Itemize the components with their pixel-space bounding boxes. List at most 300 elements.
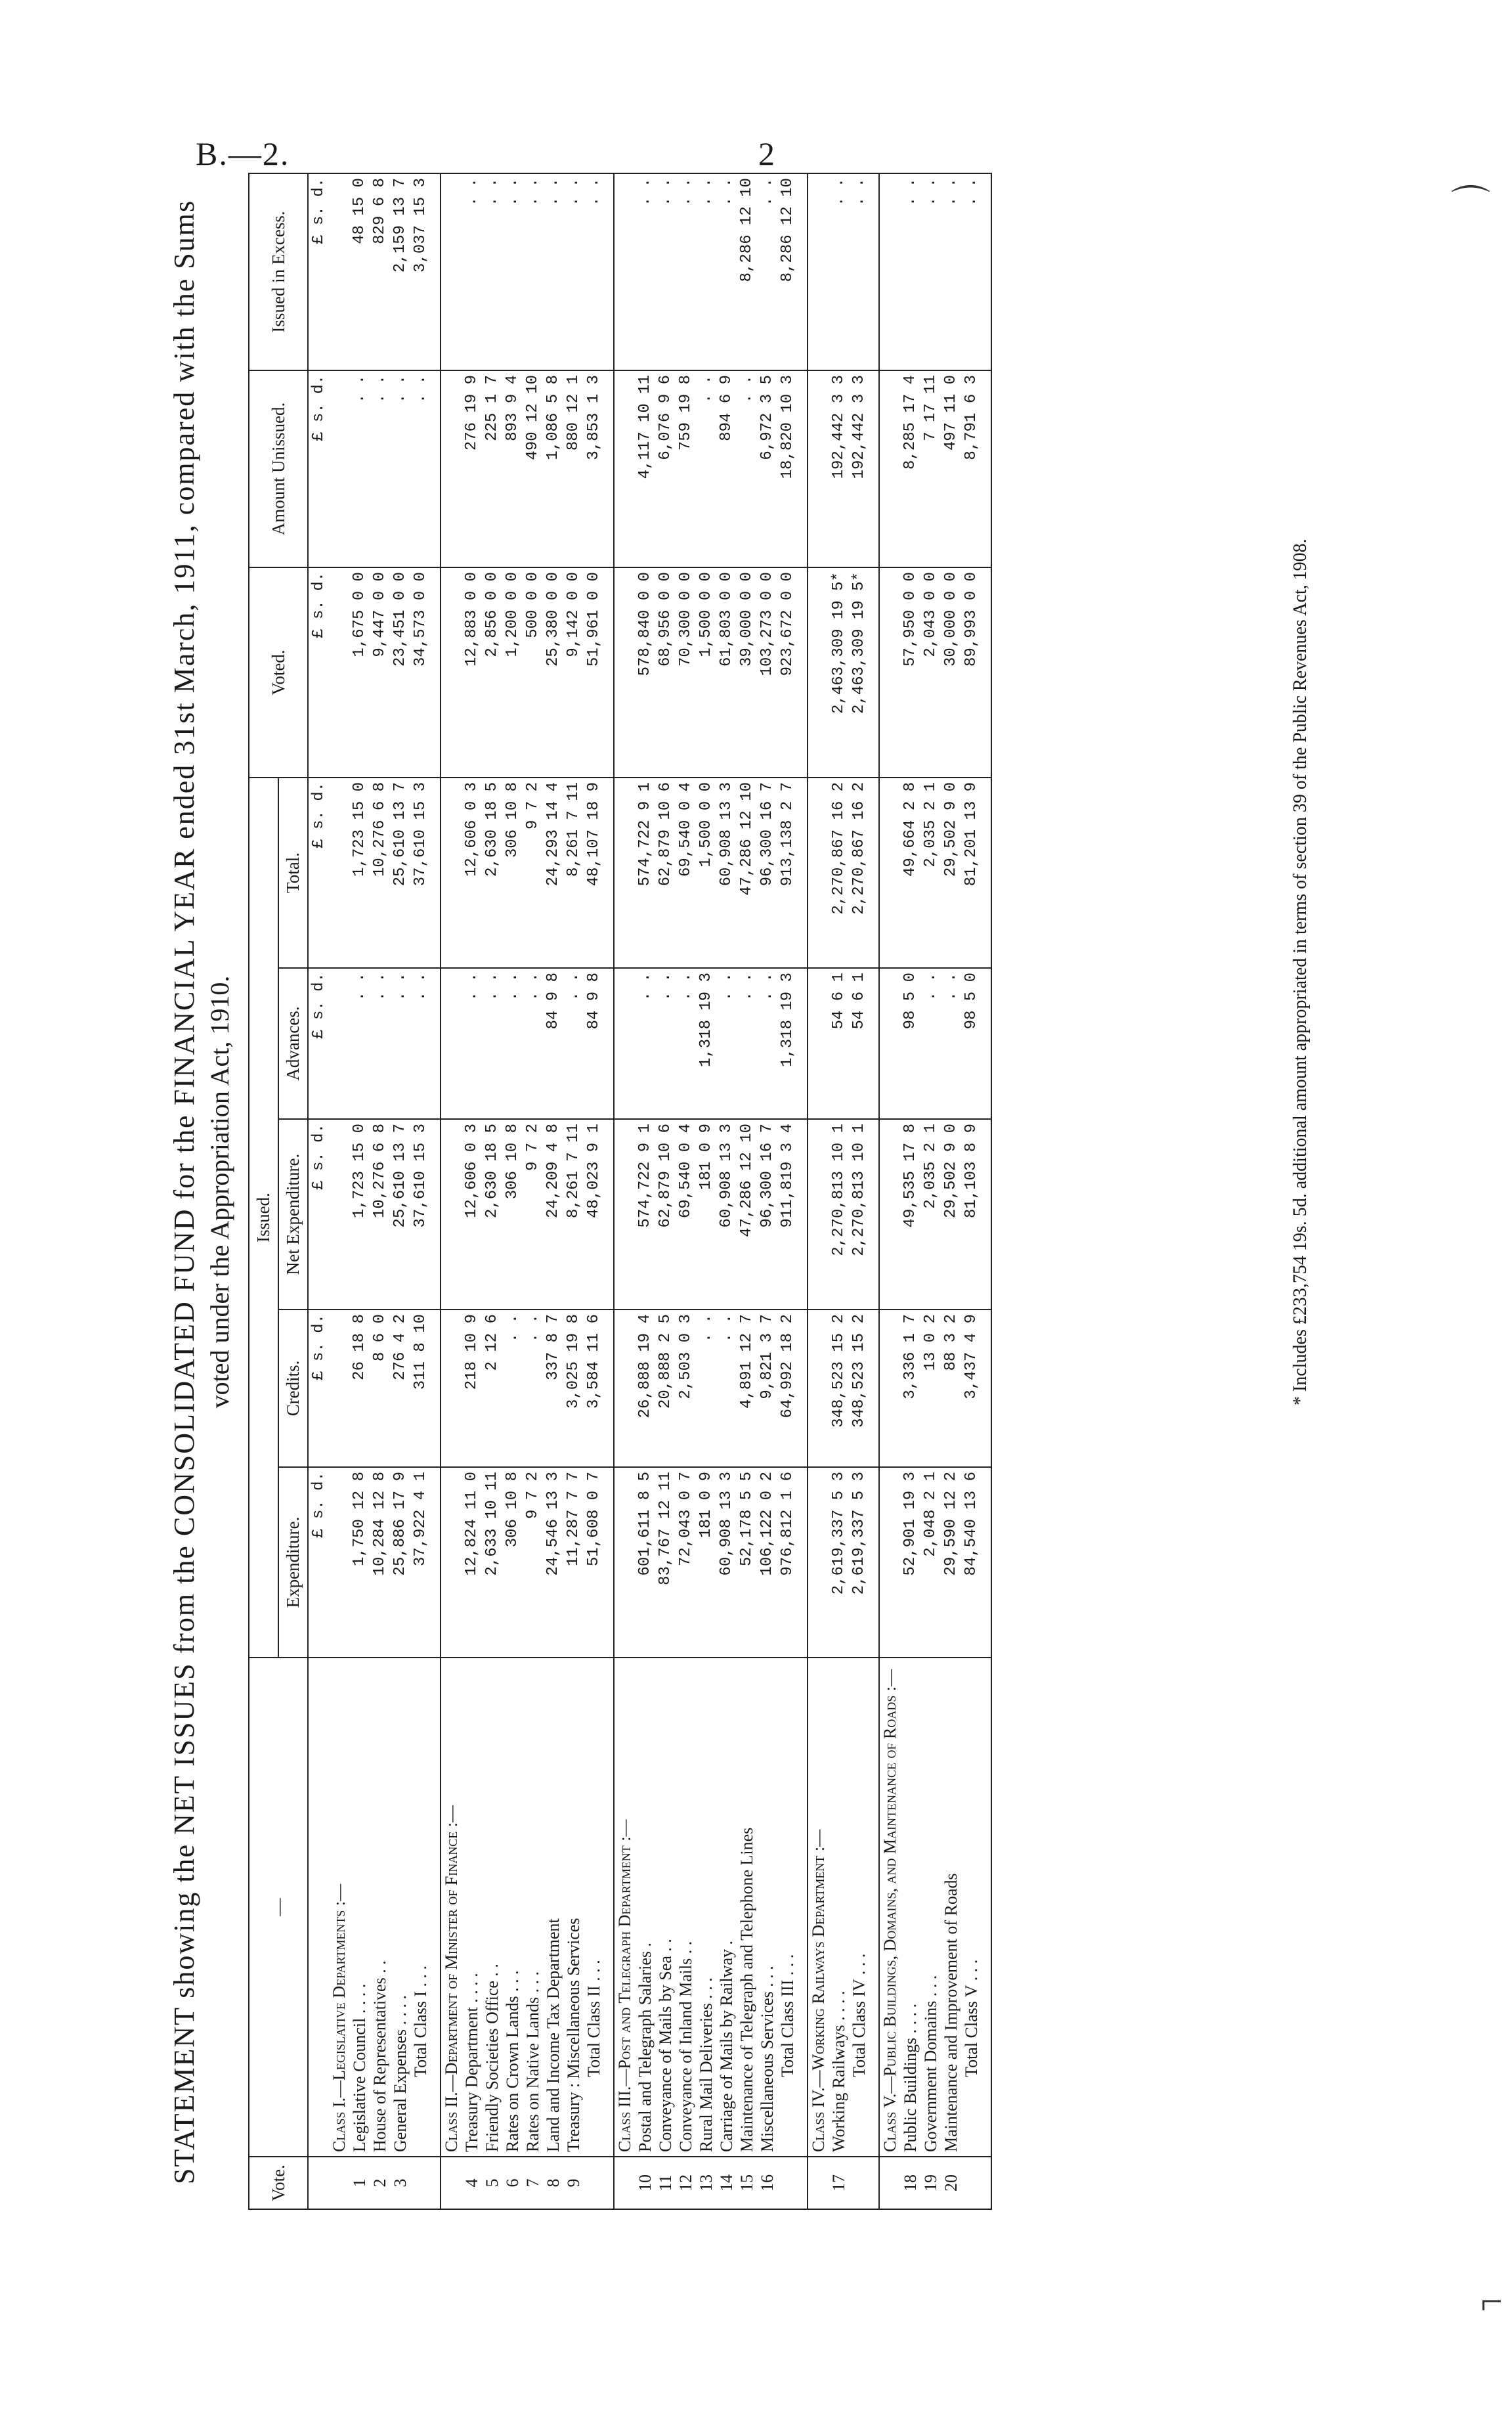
expenditure-lsd-label: £ s. d.: [308, 1467, 329, 1658]
vote-number: 16: [757, 2157, 777, 2209]
net-expenditure-cell: [879, 1119, 900, 1309]
class-heading-row: [808, 173, 829, 2209]
advances-header: Advances.: [278, 968, 308, 1119]
vote-description: Treasury : Miscellaneous Services: [563, 1658, 584, 2157]
advances-cell: 84 9 8: [543, 968, 563, 1119]
issued-in-excess-cell: . .: [543, 173, 563, 370]
issued-in-excess-cell: [614, 173, 635, 370]
advances-cell: . .: [563, 968, 584, 1119]
expenditure-cell: 84,540 13 6: [961, 1467, 991, 1658]
credits-cell: 3,437 4 9: [961, 1309, 991, 1467]
amount-unissued-header: Amount Unissued.: [249, 370, 308, 567]
class-heading-row: [329, 173, 349, 2209]
total-label: Total Class V . . .: [961, 1658, 991, 2157]
vote-number: 9: [563, 2157, 584, 2209]
voted-cell: 61,803 0 0: [716, 567, 737, 778]
credits-cell: 3,336 1 7: [900, 1309, 920, 1467]
credits-cell: 2,503 0 3: [676, 1309, 696, 1467]
net-expenditure-cell: [329, 1119, 349, 1309]
expenditure-cell: 51,608 0 7: [584, 1467, 614, 1658]
table-row: [543, 173, 563, 2209]
issued-in-excess-cell: . .: [757, 173, 777, 370]
table-row: [370, 173, 390, 2209]
class-heading: Class I.—Legislative Departments :—: [329, 1658, 349, 2157]
expenditure-cell: 12,824 11 0: [462, 1467, 482, 1658]
advances-cell: 1,318 19 3: [696, 968, 716, 1119]
statement-body: [308, 173, 991, 2209]
amount-unissued-cell: 225 1 7: [482, 370, 502, 567]
voted-cell: 2,856 0 0: [482, 567, 502, 778]
table-row: [655, 173, 676, 2209]
total-cell: [614, 778, 635, 968]
issued-in-excess-cell: . .: [502, 173, 523, 370]
advances-cell: . .: [502, 968, 523, 1119]
lsd-label-row: [308, 173, 329, 2209]
amount-unissued-cell: [441, 370, 462, 567]
net-expenditure-cell: 306 10 8: [502, 1119, 523, 1309]
net-expenditure-cell: 9 7 2: [523, 1119, 543, 1309]
issued-in-excess-cell: . .: [584, 173, 614, 370]
vote-number: [849, 2157, 879, 2209]
issued-in-excess-cell: . .: [676, 173, 696, 370]
table-row: [696, 173, 716, 2209]
credits-cell: 20,888 2 5: [655, 1309, 676, 1467]
advances-cell: 54 6 1: [829, 968, 849, 1119]
issued-in-excess-cell: [441, 173, 462, 370]
net-expenditure-cell: 2,270,813 10 1: [829, 1119, 849, 1309]
vote-number: 19: [920, 2157, 941, 2209]
expenditure-cell: 181 0 9: [696, 1467, 716, 1658]
footnote: * Includes £233,754 19s. 5d. additional amount appropriated in terms of section 39 of the Public Revenues Act, 1908.: [1290, 539, 1310, 1405]
advances-cell: 54 6 1: [849, 968, 879, 1119]
class-heading: Class V.—Public Buildings, Domains, and Maintenance of Roads :—: [879, 1658, 900, 2157]
table-row: [482, 173, 502, 2209]
total-cell: 9 7 2: [523, 778, 543, 968]
page-number: 2: [758, 135, 775, 172]
expenditure-cell: 106,122 0 2: [757, 1467, 777, 1658]
voted-cell: 34,573 0 0: [410, 567, 441, 778]
net-expenditure-cell: 12,606 0 3: [462, 1119, 482, 1309]
advances-cell: . .: [482, 968, 502, 1119]
vote-number: 6: [502, 2157, 523, 2209]
expenditure-cell: 2,048 2 1: [920, 1467, 941, 1658]
credits-cell: 9,821 3 7: [757, 1309, 777, 1467]
vote-header: Vote.: [249, 2157, 308, 2209]
advances-cell: . .: [635, 968, 655, 1119]
total-cell: [441, 778, 462, 968]
credits-cell: 88 3 2: [941, 1309, 961, 1467]
amount-unissued-cell: 880 12 1: [563, 370, 584, 567]
advances-cell: [441, 968, 462, 1119]
total-cell: 1,500 0 0: [696, 778, 716, 968]
vote-number: [961, 2157, 991, 2209]
vote-number: 10: [635, 2157, 655, 2209]
expenditure-cell: 2,619,337 5 3: [849, 1467, 879, 1658]
expenditure-cell: 2,633 10 11: [482, 1467, 502, 1658]
credits-cell: 26,888 19 4: [635, 1309, 655, 1467]
voted-cell: 9,142 0 0: [563, 567, 584, 778]
credits-cell: [614, 1309, 635, 1467]
vote-description: Rural Mail Deliveries . . .: [696, 1658, 716, 2157]
rotated-statement: [167, 174, 1402, 2210]
net-expenditure-header: Net Expenditure.: [278, 1119, 308, 1309]
total-cell: [808, 778, 829, 968]
total-label: Total Class I . . .: [410, 1658, 441, 2157]
voted-cell: [808, 567, 829, 778]
total-cell: 49,664 2 8: [900, 778, 920, 968]
voted-cell: 500 0 0: [523, 567, 543, 778]
credits-cell: . .: [523, 1309, 543, 1467]
expenditure-cell: 9 7 2: [523, 1467, 543, 1658]
vote-description: Maintenance of Telegraph and Telephone Lines: [737, 1658, 757, 2157]
vote-description: Working Railways . . . .: [829, 1658, 849, 2157]
expenditure-cell: 2,619,337 5 3: [829, 1467, 849, 1658]
credits-cell: 64,992 18 2: [777, 1309, 808, 1467]
vote-description: Friendly Societies Office . .: [482, 1658, 502, 2157]
voted-cell: 2,463,309 19 5*: [849, 567, 879, 778]
voted-lsd-label: £ s. d.: [308, 567, 329, 778]
table-row: [900, 173, 920, 2209]
total-cell: 81,201 13 9: [961, 778, 991, 968]
advances-cell: . .: [523, 968, 543, 1119]
advances-cell: 84 9 8: [584, 968, 614, 1119]
net-expenditure-cell: 81,103 8 9: [961, 1119, 991, 1309]
vote-description: Rates on Native Lands . . .: [523, 1658, 543, 2157]
expenditure-cell: [329, 1467, 349, 1658]
amount-unissued-cell: 497 11 0: [941, 370, 961, 567]
advances-cell: [808, 968, 829, 1119]
voted-cell: [614, 567, 635, 778]
total-header: Total.: [278, 778, 308, 968]
credits-cell: 3,025 19 8: [563, 1309, 584, 1467]
expenditure-cell: 29,590 12 2: [941, 1467, 961, 1658]
net-expenditure-cell: 69,540 0 4: [676, 1119, 696, 1309]
issued-in-excess-cell: . .: [941, 173, 961, 370]
vote-number: 13: [696, 2157, 716, 2209]
issued-in-excess-header: Issued in Excess.: [249, 173, 308, 370]
table-row: [523, 173, 543, 2209]
vote-description: Carriage of Mails by Railway .: [716, 1658, 737, 2157]
total-cell: 2,270,867 16 2: [849, 778, 879, 968]
vote-number: 11: [655, 2157, 676, 2209]
advances-cell: . .: [676, 968, 696, 1119]
vote-number: 17: [829, 2157, 849, 2209]
issued-in-excess-cell: . .: [523, 173, 543, 370]
issued-in-excess-cell: . .: [563, 173, 584, 370]
total-cell: 913,138 2 7: [777, 778, 808, 968]
credits-cell: 4,891 12 7: [737, 1309, 757, 1467]
advances-cell: . .: [920, 968, 941, 1119]
statement-table: [248, 173, 992, 2210]
class-heading-row: [441, 173, 462, 2209]
credits-cell: [808, 1309, 829, 1467]
advances-cell: [329, 968, 349, 1119]
net-expenditure-cell: 181 0 9: [696, 1119, 716, 1309]
class-heading-row: [879, 173, 900, 2209]
amount-unissued-cell: 6,076 9 6: [655, 370, 676, 567]
credits-cell: 348,523 15 2: [849, 1309, 879, 1467]
advances-cell: . .: [349, 968, 370, 1119]
table-row: [829, 173, 849, 2209]
credits-cell: [441, 1309, 462, 1467]
advances-cell: . .: [370, 968, 390, 1119]
amount-unissued-cell: . .: [696, 370, 716, 567]
advances-cell: . .: [390, 968, 410, 1119]
table-row: [941, 173, 961, 2209]
total-label: Total Class IV . . .: [849, 1658, 879, 2157]
expenditure-cell: 10,284 12 8: [370, 1467, 390, 1658]
net-expenditure-cell: 37,610 15 3: [410, 1119, 441, 1309]
total-row: [849, 173, 879, 2209]
net-expenditure-cell: [808, 1119, 829, 1309]
issued-in-excess-cell: . .: [900, 173, 920, 370]
advances-cell: . .: [941, 968, 961, 1119]
advances-cell: 1,318 19 3: [777, 968, 808, 1119]
expenditure-cell: 52,178 5 5: [737, 1467, 757, 1658]
credits-cell: 3,584 11 6: [584, 1309, 614, 1467]
voted-cell: 2,043 0 0: [920, 567, 941, 778]
issued-in-excess-cell: . .: [635, 173, 655, 370]
net-expenditure-cell: 48,023 9 1: [584, 1119, 614, 1309]
net-expenditure-cell: 1,723 15 0: [349, 1119, 370, 1309]
page-reference: B.—2.: [196, 135, 290, 172]
issued-in-excess-cell: . .: [829, 173, 849, 370]
vote-number: [441, 2157, 462, 2209]
total-cell: 37,610 15 3: [410, 778, 441, 968]
expenditure-cell: 306 10 8: [502, 1467, 523, 1658]
class-heading-row: [614, 173, 635, 2209]
expenditure-cell: 52,901 19 3: [900, 1467, 920, 1658]
total-cell: 62,879 10 6: [655, 778, 676, 968]
net-expenditure-cell: 574,722 9 1: [635, 1119, 655, 1309]
expenditure-cell: 37,922 4 1: [410, 1467, 441, 1658]
total-cell: 47,286 12 10: [737, 778, 757, 968]
vote-number: 1: [349, 2157, 370, 2209]
amount-unissued-lsd-label: £ s. d.: [308, 370, 329, 567]
net-expenditure-cell: 60,908 13 3: [716, 1119, 737, 1309]
credits-cell: 26 18 8: [349, 1309, 370, 1467]
total-row: [410, 173, 441, 2209]
statement-title: STATEMENT showing the NET ISSUES from the CONSOLIDATED FUND for the FINANCIAL YEAR ended 31st March, 1911, compared with the Sums: [168, 199, 200, 2185]
amount-unissued-cell: . .: [349, 370, 370, 567]
credits-cell: [329, 1309, 349, 1467]
vote-number: [808, 2157, 829, 2209]
voted-cell: 23,451 0 0: [390, 567, 410, 778]
vote-number: 14: [716, 2157, 737, 2209]
issued-in-excess-cell: 2,159 13 7: [390, 173, 410, 370]
credits-lsd-label: £ s. d.: [308, 1309, 329, 1467]
total-cell: 24,293 14 4: [543, 778, 563, 968]
issued-in-excess-cell: . .: [462, 173, 482, 370]
credits-cell: . .: [716, 1309, 737, 1467]
vote-description: Postal and Telegraph Salaries .: [635, 1658, 655, 2157]
total-cell: 25,610 13 7: [390, 778, 410, 968]
vote-description: Rates on Crown Lands . . .: [502, 1658, 523, 2157]
voted-cell: 9,447 0 0: [370, 567, 390, 778]
vote-description: Treasury Department . . . .: [462, 1658, 482, 2157]
credits-cell: . .: [502, 1309, 523, 1467]
advances-cell: . .: [757, 968, 777, 1119]
credits-cell: 348,523 15 2: [829, 1309, 849, 1467]
vote-number: 3: [390, 2157, 410, 2209]
statement-subtitle: voted under the Appropriation Act, 1910.: [205, 975, 234, 1409]
vote-description: Maintenance and Improvement of Roads: [941, 1658, 961, 2157]
vote-description: Government Domains . . .: [920, 1658, 941, 2157]
expenditure-cell: [879, 1467, 900, 1658]
amount-unissued-cell: 276 19 9: [462, 370, 482, 567]
amount-unissued-cell: 8,285 17 4: [900, 370, 920, 567]
amount-unissued-cell: . .: [390, 370, 410, 567]
advances-cell: . .: [462, 968, 482, 1119]
voted-cell: 578,840 0 0: [635, 567, 655, 778]
expenditure-cell: 976,812 1 6: [777, 1467, 808, 1658]
total-row: [777, 173, 808, 2209]
advances-cell: 98 5 0: [961, 968, 991, 1119]
total-cell: 29,502 9 0: [941, 778, 961, 968]
issued-in-excess-cell: 3,037 15 3: [410, 173, 441, 370]
vote-description: Conveyance of Inland Mails . .: [676, 1658, 696, 2157]
voted-cell: 51,961 0 0: [584, 567, 614, 778]
issued-in-excess-cell: . .: [920, 173, 941, 370]
vote-description: General Expenses . . . .: [390, 1658, 410, 2157]
expenditure-cell: 83,767 12 11: [655, 1467, 676, 1658]
net-expenditure-cell: 2,630 18 5: [482, 1119, 502, 1309]
issued-in-excess-cell: . .: [655, 173, 676, 370]
vote-description: Land and Income Tax Department: [543, 1658, 563, 2157]
amount-unissued-cell: 192,442 3 3: [829, 370, 849, 567]
issued-in-excess-cell: [879, 173, 900, 370]
amount-unissued-cell: 893 9 4: [502, 370, 523, 567]
total-label: Total Class II . . .: [584, 1658, 614, 2157]
issued-in-excess-cell: . .: [696, 173, 716, 370]
scan-mark-bottom: ⌐: [1480, 2279, 1503, 2323]
net-expenditure-cell: 62,879 10 6: [655, 1119, 676, 1309]
expenditure-cell: 72,043 0 7: [676, 1467, 696, 1658]
issued-in-excess-cell: . .: [482, 173, 502, 370]
credits-cell: 8 6 0: [370, 1309, 390, 1467]
vote-number: 7: [523, 2157, 543, 2209]
voted-cell: 12,883 0 0: [462, 567, 482, 778]
vote-number: [329, 2157, 349, 2209]
net-expenditure-cell: 47,286 12 10: [737, 1119, 757, 1309]
amount-unissued-cell: . .: [370, 370, 390, 567]
scan-mark-top: ⌒: [1451, 184, 1490, 227]
net-expenditure-cell: 24,209 4 8: [543, 1119, 563, 1309]
amount-unissued-cell: 490 12 10: [523, 370, 543, 567]
voted-cell: 89,993 0 0: [961, 567, 991, 778]
credits-cell: 311 8 10: [410, 1309, 441, 1467]
vote-number: 15: [737, 2157, 757, 2209]
advances-cell: . .: [716, 968, 737, 1119]
credits-cell: 13 0 2: [920, 1309, 941, 1467]
total-cell: 48,107 18 9: [584, 778, 614, 968]
issued-in-excess-cell: . .: [849, 173, 879, 370]
amount-unissued-cell: 759 19 8: [676, 370, 696, 567]
voted-cell: 70,300 0 0: [676, 567, 696, 778]
voted-cell: 57,950 0 0: [900, 567, 920, 778]
expenditure-cell: 601,611 8 5: [635, 1467, 655, 1658]
total-cell: 96,300 16 7: [757, 778, 777, 968]
issued-in-excess-cell: . .: [716, 173, 737, 370]
advances-cell: 98 5 0: [900, 968, 920, 1119]
class-heading: Class III.—Post and Telegraph Department :—: [614, 1658, 635, 2157]
total-row: [584, 173, 614, 2209]
vote-number: 4: [462, 2157, 482, 2209]
advances-lsd-label: £ s. d.: [308, 968, 329, 1119]
voted-cell: 30,000 0 0: [941, 567, 961, 778]
amount-unissued-cell: . .: [410, 370, 441, 567]
net-expenditure-cell: 2,035 2 1: [920, 1119, 941, 1309]
advances-cell: [879, 968, 900, 1119]
total-row: [961, 173, 991, 2209]
issued-in-excess-cell: 829 6 8: [370, 173, 390, 370]
expenditure-header: Expenditure.: [278, 1467, 308, 1658]
advances-cell: . .: [655, 968, 676, 1119]
expenditure-cell: 25,886 17 9: [390, 1467, 410, 1658]
vote-description: House of Representatives . .: [370, 1658, 390, 2157]
amount-unissued-cell: 18,820 10 3: [777, 370, 808, 567]
total-cell: [329, 778, 349, 968]
expenditure-cell: 1,750 12 8: [349, 1467, 370, 1658]
amount-unissued-cell: [614, 370, 635, 567]
table-row: [737, 173, 757, 2209]
total-cell: 60,908 13 3: [716, 778, 737, 968]
issued-in-excess-cell: 8,286 12 10: [737, 173, 757, 370]
amount-unissued-cell: [808, 370, 829, 567]
expenditure-cell: [808, 1467, 829, 1658]
total-cell: 306 10 8: [502, 778, 523, 968]
advances-cell: . .: [410, 968, 441, 1119]
table-row: [563, 173, 584, 2209]
voted-cell: 923,672 0 0: [777, 567, 808, 778]
total-cell: 69,540 0 4: [676, 778, 696, 968]
expenditure-cell: [441, 1467, 462, 1658]
voted-cell: 103,273 0 0: [757, 567, 777, 778]
net-expenditure-cell: 49,535 17 8: [900, 1119, 920, 1309]
net-expenditure-cell: 2,270,813 10 1: [849, 1119, 879, 1309]
table-row: [390, 173, 410, 2209]
expenditure-cell: [614, 1467, 635, 1658]
total-lsd-label: £ s. d.: [308, 778, 329, 968]
voted-cell: [441, 567, 462, 778]
issued-in-excess-cell: 48 15 0: [349, 173, 370, 370]
issued-header: Issued.: [249, 778, 278, 1658]
credits-cell: [879, 1309, 900, 1467]
class-heading: Class IV.—Working Railways Department :—: [808, 1658, 829, 2157]
total-label: Total Class III . . .: [777, 1658, 808, 2157]
total-cell: 2,630 18 5: [482, 778, 502, 968]
table-row: [502, 173, 523, 2209]
credits-cell: 218 10 9: [462, 1309, 482, 1467]
vote-number: 12: [676, 2157, 696, 2209]
total-cell: 12,606 0 3: [462, 778, 482, 968]
voted-cell: 1,200 0 0: [502, 567, 523, 778]
vote-number: [614, 2157, 635, 2209]
table-row: [349, 173, 370, 2209]
issued-in-excess-cell: 8,286 12 10: [777, 173, 808, 370]
voted-cell: 68,956 0 0: [655, 567, 676, 778]
voted-cell: 25,380 0 0: [543, 567, 563, 778]
vote-number: [777, 2157, 808, 2209]
vote-number: [410, 2157, 441, 2209]
issued-in-excess-cell: [808, 173, 829, 370]
amount-unissued-cell: 8,791 6 3: [961, 370, 991, 567]
voted-cell: [329, 567, 349, 778]
vote-description: Miscellaneous Services . . .: [757, 1658, 777, 2157]
voted-cell: 1,500 0 0: [696, 567, 716, 778]
table-row: [462, 173, 482, 2209]
issued-in-excess-cell: . .: [961, 173, 991, 370]
